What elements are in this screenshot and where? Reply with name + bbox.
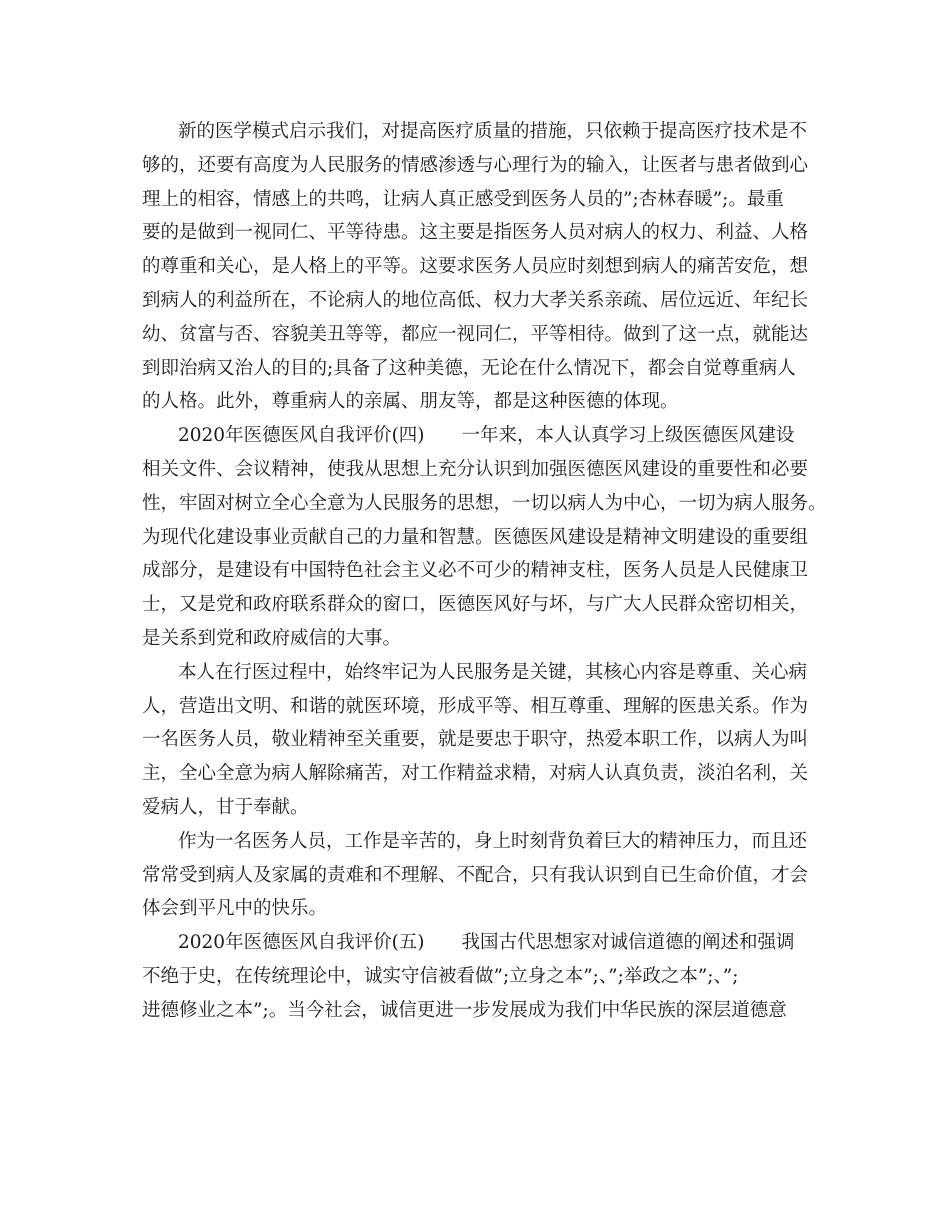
section-heading-line: 2020年医德医风自我评价(五) 我国古代思想家对诚信道德的阐述和强调	[178, 932, 795, 954]
text-line: 作为一名医务人员，工作是辛苦的，身上时刻背负着巨大的精神压力，而且还	[178, 830, 808, 852]
text-line: 进德修业之本”;。当今社会，诚信更进一步发展成为我们中华民族的深层道德意	[142, 999, 787, 1021]
text-line: 爱病人，甘于奉献。	[142, 796, 309, 818]
text-line: 常常受到病人及家属的责难和不理解、不配合，只有我认识到自已生命价值，才会	[142, 864, 809, 886]
text-line: 主，全心全意为病人解除痛苦，对工作精益求精，对病人认真负责，淡泊名利，关	[142, 763, 809, 785]
text-line: 的人格。此外，尊重病人的亲属、朋友等，都是这种医德的体现。	[142, 391, 679, 413]
text-line: 相关文件、会议精神，使我从思想上充分认识到加强医德医风建设的重要性和必要	[142, 458, 809, 480]
text-line: 人，营造出文明、和谐的就医环境，形成平等、相互尊重、理解的医患关系。作为	[142, 695, 809, 717]
text-line: 不绝于史，在传统理论中，诚实守信被看做”;立身之本”;、”;举政之本”;、”;	[142, 965, 739, 987]
document-body	[142, 115, 827, 1028]
text-line: 成部分，是建设有中国特色社会主义必不可少的精神支柱，医务人员是人民健康卫	[142, 560, 809, 582]
section-heading-line: 2020年医德医风自我评价(四) 一年来，本人认真学习上级医德医风建设	[178, 425, 795, 447]
text-line: 本人在行医过程中，始终牢记为人民服务是关键，其核心内容是尊重、关心病	[178, 661, 808, 683]
text-line: 为现代化建设事业贡献自己的力量和智慧。医德医风建设是精神文明建设的重要组	[142, 526, 809, 548]
text-line: 一名医务人员，敬业精神至关重要，就是要忠于职守，热爱本职工作，以病人为叫	[142, 729, 809, 751]
text-line: 到即治病又治人的目的;具备了这种美德，无论在什么情况下，都会自觉尊重病人	[142, 357, 796, 379]
text-line: 幼、贫富与否、容貌美丑等等，都应一视同仁，平等相待。做到了这一点，就能达	[142, 323, 809, 345]
text-line: 理上的相容，情感上的共鸣，让病人真正感受到医务人员的”;杏林春暖”;。最重	[142, 188, 784, 210]
text-line: 的尊重和关心，是人格上的平等。这要求医务人员应时刻想到病人的痛苦安危，想	[142, 256, 809, 278]
text-line: 性，牢固对树立全心全意为人民服务的思想，一切以病人为中心，一切为病人服务。	[142, 492, 827, 514]
text-line: 够的，还要有高度为人民服务的情感渗透与心理行为的输入，让医者与患者做到心	[142, 154, 809, 176]
text-line: 是关系到党和政府威信的大事。	[142, 627, 402, 649]
text-line: 新的医学模式启示我们，对提高医疗质量的措施，只依赖于提高医疗技术是不	[178, 121, 808, 142]
text-line: 体会到平凡中的快乐。	[142, 898, 328, 920]
text-line: 到病人的利益所在，不论病人的地位高低、权力大孝关系亲疏、居位远近、年纪长	[142, 289, 809, 311]
text-line: 要的是做到一视同仁、平等待患。这主要是指医务人员对病人的权力、利益、人格	[142, 222, 809, 244]
text-line: 士，又是党和政府联系群众的窗口，医德医风好与坏，与广大人民群众密切相关，	[142, 594, 809, 616]
